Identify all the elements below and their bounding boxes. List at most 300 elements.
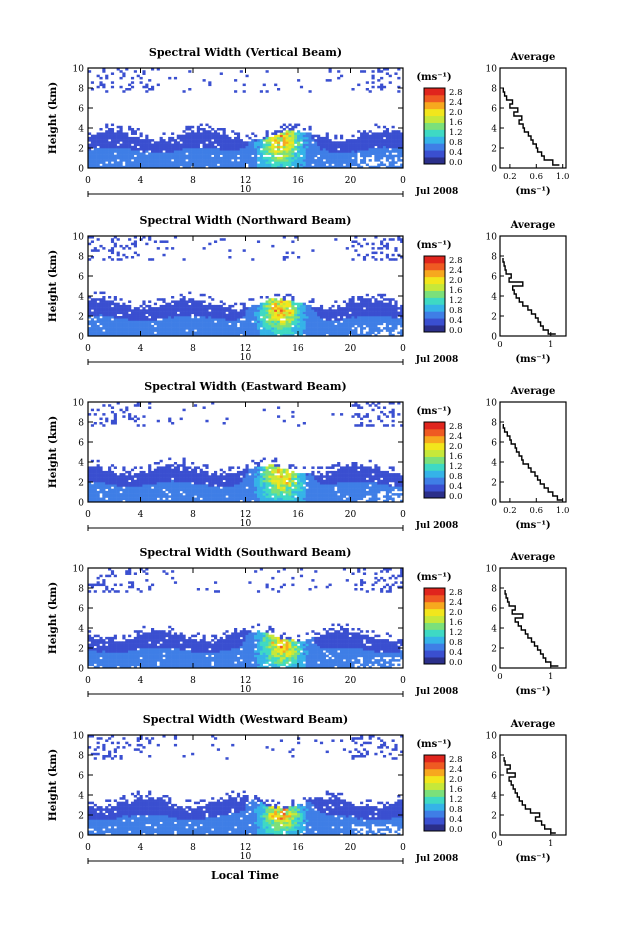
- heatmap-cell: [297, 312, 300, 315]
- heatmap-cell: [180, 320, 183, 323]
- heatmap-cell: [263, 332, 266, 335]
- heatmap-cell: [200, 148, 203, 151]
- heatmap-cell: [157, 161, 160, 164]
- heatmap-cell: [286, 130, 289, 133]
- heatmap-cell: [354, 152, 357, 155]
- heatmap-cell: [205, 486, 208, 489]
- heatmap-cell: [323, 157, 326, 160]
- heatmap-cell: [91, 478, 94, 481]
- heatmap-cell: [248, 148, 251, 151]
- heatmap-cell: [140, 489, 143, 492]
- heatmap-cell: [197, 466, 200, 469]
- heatmap-cell: [223, 157, 226, 160]
- heatmap-cell: [291, 155, 294, 158]
- heatmap-cell: [188, 486, 191, 489]
- heatmap-cell: [203, 307, 206, 310]
- heatmap-cell: [346, 318, 349, 321]
- heatmap-cell: [157, 320, 160, 323]
- heatmap-cell: [197, 489, 200, 492]
- heatmap-cell: [94, 307, 97, 310]
- heatmap-cell: [386, 320, 389, 323]
- heatmap-cell: [277, 159, 280, 162]
- heatmap-cell: [99, 139, 102, 142]
- heatmap-cell: [191, 150, 194, 153]
- heatmap-cell: [228, 152, 231, 155]
- heatmap-cell: [97, 152, 100, 155]
- heatmap-cell: [369, 325, 372, 328]
- heatmap-cell: [205, 491, 208, 494]
- heatmap-cell: [203, 491, 206, 494]
- heatmap-cell: [142, 70, 145, 73]
- heatmap-cell: [111, 249, 114, 252]
- heatmap-cell: [125, 486, 128, 489]
- heatmap-cell: [180, 307, 183, 310]
- heatmap-cell: [246, 491, 249, 494]
- heatmap-cell: [197, 126, 200, 129]
- heatmap-cell: [217, 489, 220, 492]
- heatmap-cell: [111, 422, 114, 425]
- heatmap-cell: [205, 466, 208, 469]
- colorbar-segment: [424, 256, 445, 263]
- heatmap-cell: [151, 88, 154, 91]
- x-tick-label: 12: [239, 176, 252, 186]
- heatmap-cell: [180, 418, 183, 421]
- heatmap-cell: [102, 148, 105, 151]
- heatmap-cell: [160, 332, 163, 335]
- heatmap-cell: [177, 469, 180, 472]
- heatmap-cell: [223, 318, 226, 321]
- heatmap-cell: [369, 320, 372, 323]
- heatmap-cell: [183, 482, 186, 485]
- colorbar-segment: [424, 123, 445, 130]
- x-tick-label: 4: [137, 344, 144, 354]
- heatmap-cell: [294, 139, 297, 142]
- heatmap-cell: [377, 157, 380, 160]
- heatmap-cell: [194, 332, 197, 335]
- heatmap-cell: [142, 327, 145, 330]
- heatmap-cell: [380, 152, 383, 155]
- heatmap-cell: [214, 489, 217, 492]
- heatmap-cell: [286, 478, 289, 481]
- heatmap-cell: [94, 148, 97, 151]
- heatmap-cell: [165, 320, 168, 323]
- heatmap-cell: [217, 325, 220, 328]
- heatmap-cell: [203, 137, 206, 140]
- heatmap-cell: [217, 478, 220, 481]
- heatmap-cell: [194, 318, 197, 321]
- heatmap-cell: [120, 70, 123, 73]
- heatmap-cell: [91, 303, 94, 306]
- heatmap-cell: [99, 309, 102, 312]
- heatmap-cell: [165, 303, 168, 306]
- colorbar-segment: [424, 136, 445, 143]
- heatmap-cell: [111, 420, 114, 423]
- heatmap-cell: [274, 464, 277, 467]
- heatmap-cell: [94, 139, 97, 142]
- heatmap-cell: [386, 146, 389, 149]
- heatmap-cell: [294, 307, 297, 310]
- heatmap-cell: [291, 316, 294, 319]
- heatmap-cell: [214, 161, 217, 164]
- heatmap-cell: [354, 303, 357, 306]
- heatmap-cell: [117, 150, 120, 153]
- heatmap-cell: [162, 141, 165, 144]
- heatmap-cell: [323, 332, 326, 335]
- heatmap-cell: [351, 314, 354, 317]
- heatmap-cell: [288, 155, 291, 158]
- heatmap-cell: [188, 332, 191, 335]
- heatmap-cell: [99, 473, 102, 476]
- heatmap-cell: [291, 126, 294, 129]
- heatmap-cell: [271, 466, 274, 469]
- heatmap-cell: [280, 498, 283, 501]
- heatmap-cell: [280, 130, 283, 133]
- colorbar-segment: [424, 284, 445, 291]
- heatmap-cell: [329, 148, 332, 151]
- heatmap-cell: [108, 148, 111, 151]
- heatmap-cell: [266, 307, 269, 310]
- heatmap-cell: [311, 139, 314, 142]
- heatmap-cell: [300, 332, 303, 335]
- heatmap-cell: [102, 404, 105, 407]
- heatmap-cell: [157, 298, 160, 301]
- heatmap-cell: [211, 489, 214, 492]
- heatmap-cell: [228, 486, 231, 489]
- heatmap-cell: [351, 305, 354, 308]
- heatmap-cell: [254, 473, 257, 476]
- heatmap-cell: [277, 88, 280, 91]
- heatmap-cell: [240, 314, 243, 317]
- heatmap-cell: [174, 150, 177, 153]
- heatmap-cell: [326, 480, 329, 483]
- heatmap-cell: [374, 320, 377, 323]
- heatmap-cell: [248, 157, 251, 160]
- average-y-tick-label: 10: [485, 232, 497, 243]
- heatmap-cell: [191, 327, 194, 330]
- heatmap-cell: [131, 314, 134, 317]
- heatmap-cell: [331, 152, 334, 155]
- heatmap-cell: [188, 300, 191, 303]
- heatmap-cell: [374, 329, 377, 332]
- heatmap-cell: [372, 86, 375, 89]
- heatmap-cell: [102, 146, 105, 149]
- heatmap-cell: [346, 305, 349, 308]
- heatmap-cell: [117, 152, 120, 155]
- heatmap-cell: [223, 471, 226, 474]
- heatmap-cell: [174, 314, 177, 317]
- heatmap-cell: [142, 144, 145, 147]
- heatmap-cell: [234, 320, 237, 323]
- heatmap-cell: [334, 146, 337, 149]
- heatmap-cell: [223, 150, 226, 153]
- heatmap-cell: [283, 157, 286, 160]
- heatmap-cell: [363, 159, 366, 162]
- heatmap-cell: [329, 327, 332, 330]
- heatmap-cell: [171, 305, 174, 308]
- heatmap-cell: [243, 152, 246, 155]
- heatmap-cell: [211, 305, 214, 308]
- average-y-tick-label: 8: [491, 252, 497, 263]
- heatmap-cell: [200, 152, 203, 155]
- heatmap-cell: [309, 139, 312, 142]
- heatmap-cell: [108, 314, 111, 317]
- heatmap-cell: [134, 404, 137, 407]
- heatmap-cell: [185, 473, 188, 476]
- heatmap-cell: [97, 157, 100, 160]
- heatmap-cell: [211, 332, 214, 335]
- heatmap-cell: [337, 473, 340, 476]
- heatmap-cell: [105, 327, 108, 330]
- heatmap-cell: [354, 157, 357, 160]
- heatmap-cell: [151, 478, 154, 481]
- heatmap-cell: [386, 135, 389, 138]
- heatmap-cell: [128, 307, 131, 310]
- heatmap-cell: [266, 493, 269, 496]
- heatmap-cell: [180, 300, 183, 303]
- heatmap-cell: [151, 258, 154, 261]
- heatmap-cell: [183, 303, 186, 306]
- heatmap-cell: [157, 486, 160, 489]
- heatmap-cell: [131, 332, 134, 335]
- heatmap-cell: [200, 469, 203, 472]
- heatmap-cell: [300, 159, 303, 162]
- heatmap-cell: [208, 296, 211, 299]
- heatmap-cell: [145, 148, 148, 151]
- heatmap-cell: [99, 137, 102, 140]
- heatmap-cell: [134, 307, 137, 310]
- heatmap-cell: [162, 323, 165, 326]
- heatmap-cell: [160, 159, 163, 162]
- heatmap-cell: [257, 493, 260, 496]
- heatmap-cell: [254, 314, 257, 317]
- heatmap-cell: [122, 327, 125, 330]
- heatmap-cell: [225, 314, 228, 317]
- heatmap-cell: [277, 484, 280, 487]
- heatmap-cell: [311, 473, 314, 476]
- heatmap-cell: [174, 164, 177, 167]
- average-y-tick-label: 10: [485, 64, 497, 75]
- heatmap-cell: [340, 318, 343, 321]
- heatmap-cell: [369, 332, 372, 335]
- heatmap-cell: [257, 498, 260, 501]
- heatmap-cell: [220, 157, 223, 160]
- heatmap-cell: [134, 132, 137, 135]
- heatmap-cell: [300, 148, 303, 151]
- heatmap-cell: [194, 325, 197, 328]
- heatmap-cell: [354, 332, 357, 335]
- heatmap-cell: [154, 150, 157, 153]
- heatmap-cell: [291, 475, 294, 478]
- heatmap-cell: [174, 332, 177, 335]
- heatmap-cell: [389, 161, 392, 164]
- heatmap-cell: [205, 473, 208, 476]
- heatmap-cell: [346, 320, 349, 323]
- heatmap-cell: [102, 480, 105, 483]
- heatmap-cell: [392, 135, 395, 138]
- heatmap-cell: [91, 325, 94, 328]
- heatmap-cell: [188, 320, 191, 323]
- heatmap-cell: [99, 77, 102, 80]
- heatmap-cell: [288, 132, 291, 135]
- heatmap-cell: [157, 307, 160, 310]
- heatmap-cell: [283, 486, 286, 489]
- heatmap-cell: [349, 323, 352, 326]
- heatmap-cell: [200, 480, 203, 483]
- heatmap-cell: [94, 135, 97, 138]
- heatmap-cell: [280, 471, 283, 474]
- heatmap-cell: [108, 316, 111, 319]
- heatmap-cell: [197, 325, 200, 328]
- heatmap-cell: [323, 325, 326, 328]
- heatmap-cell: [263, 327, 266, 330]
- heatmap-cell: [191, 478, 194, 481]
- heatmap-cell: [306, 473, 309, 476]
- heatmap-cell: [360, 327, 363, 330]
- heatmap-cell: [185, 161, 188, 164]
- heatmap-cell: [317, 489, 320, 492]
- heatmap-cell: [183, 458, 186, 461]
- heatmap-cell: [234, 152, 237, 155]
- heatmap-cell: [337, 309, 340, 312]
- heatmap-cell: [134, 475, 137, 478]
- heatmap-cell: [203, 489, 206, 492]
- heatmap-cell: [263, 303, 266, 306]
- heatmap-cell: [291, 473, 294, 476]
- heatmap-cell: [337, 150, 340, 153]
- heatmap-cell: [291, 491, 294, 494]
- heatmap-cell: [349, 316, 352, 319]
- heatmap-cell: [366, 307, 369, 310]
- heatmap-cell: [122, 157, 125, 160]
- heatmap-cell: [300, 329, 303, 332]
- heatmap-cell: [263, 312, 266, 315]
- heatmap-cell: [151, 155, 154, 158]
- heatmap-cell: [134, 325, 137, 328]
- heatmap-cell: [194, 307, 197, 310]
- heatmap-cell: [160, 489, 163, 492]
- heatmap-cell: [286, 318, 289, 321]
- heatmap-cell: [326, 79, 329, 82]
- heatmap-cell: [331, 309, 334, 312]
- heatmap-cell: [91, 320, 94, 323]
- heatmap-cell: [323, 327, 326, 330]
- heatmap-cell: [266, 486, 269, 489]
- heatmap-cell: [151, 482, 154, 485]
- heatmap-cell: [274, 320, 277, 323]
- heatmap-cell: [394, 327, 397, 330]
- heatmap-cell: [317, 495, 320, 498]
- heatmap-cell: [180, 164, 183, 167]
- heatmap-cell: [97, 320, 100, 323]
- heatmap-cell: [306, 312, 309, 315]
- heatmap-cell: [326, 495, 329, 498]
- heatmap-cell: [128, 329, 131, 332]
- heatmap-cell: [228, 137, 231, 140]
- heatmap-cell: [323, 493, 326, 496]
- heatmap-cell: [286, 491, 289, 494]
- heatmap-cell: [120, 325, 123, 328]
- heatmap-cell: [108, 144, 111, 147]
- heatmap-cell: [271, 486, 274, 489]
- heatmap-cell: [197, 323, 200, 326]
- heatmap-cell: [309, 486, 312, 489]
- heatmap-cell: [346, 139, 349, 142]
- heatmap-cell: [334, 164, 337, 167]
- heatmap-cell: [99, 161, 102, 164]
- heatmap-cell: [168, 464, 171, 467]
- heatmap-cell: [297, 480, 300, 483]
- heatmap-cell: [329, 70, 332, 73]
- heatmap-cell: [120, 478, 123, 481]
- heatmap-cell: [303, 137, 306, 140]
- heatmap-cell: [114, 296, 117, 299]
- heatmap-cell: [200, 323, 203, 326]
- heatmap-cell: [280, 327, 283, 330]
- heatmap-cell: [228, 473, 231, 476]
- heatmap-cell: [283, 128, 286, 131]
- heatmap-cell: [160, 325, 163, 328]
- heatmap-cell: [168, 305, 171, 308]
- heatmap-cell: [323, 155, 326, 158]
- heatmap-cell: [171, 144, 174, 147]
- heatmap-cell: [134, 309, 137, 312]
- heatmap-cell: [380, 148, 383, 151]
- heatmap-cell: [357, 316, 360, 319]
- heatmap-cell: [254, 157, 257, 160]
- heatmap-cell: [360, 70, 363, 73]
- heatmap-cell: [243, 305, 246, 308]
- heatmap-cell: [114, 309, 117, 312]
- heatmap-cell: [303, 325, 306, 328]
- heatmap-cell: [294, 493, 297, 496]
- heatmap-cell: [291, 296, 294, 299]
- heatmap-cell: [340, 478, 343, 481]
- heatmap-cell: [177, 495, 180, 498]
- heatmap-cell: [392, 329, 395, 332]
- heatmap-cell: [99, 475, 102, 478]
- heatmap-cell: [291, 480, 294, 483]
- heatmap-cell: [346, 157, 349, 160]
- heatmap-cell: [280, 469, 283, 472]
- heatmap-cell: [306, 161, 309, 164]
- heatmap-cell: [323, 141, 326, 144]
- heatmap-cell: [94, 144, 97, 147]
- heatmap-cell: [137, 329, 140, 332]
- heatmap-cell: [231, 146, 234, 149]
- heatmap-cell: [286, 327, 289, 330]
- heatmap-cell: [288, 137, 291, 140]
- heatmap-cell: [117, 486, 120, 489]
- heatmap-cell: [320, 495, 323, 498]
- heatmap-cell: [157, 84, 160, 87]
- heatmap-cell: [145, 144, 148, 147]
- heatmap-cell: [162, 478, 165, 481]
- heatmap-cell: [360, 137, 363, 140]
- heatmap-cell: [131, 141, 134, 144]
- heatmap-cell: [231, 316, 234, 319]
- heatmap-cell: [311, 146, 314, 149]
- heatmap-cell: [99, 307, 102, 310]
- heatmap-cell: [283, 135, 286, 138]
- heatmap-cell: [140, 323, 143, 326]
- heatmap-cell: [171, 480, 174, 483]
- heatmap-cell: [383, 155, 386, 158]
- heatmap-cell: [108, 155, 111, 158]
- heatmap-cell: [377, 141, 380, 144]
- heatmap-cell: [102, 478, 105, 481]
- heatmap-cell: [177, 164, 180, 167]
- heatmap-cell: [346, 475, 349, 478]
